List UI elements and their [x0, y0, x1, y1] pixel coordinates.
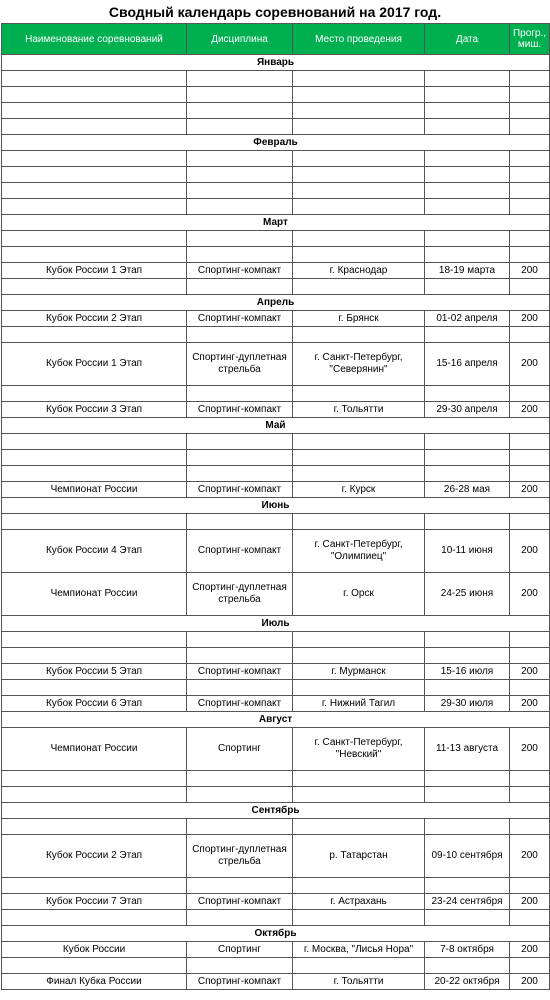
month-label: Июль [2, 616, 550, 632]
empty-cell [425, 103, 510, 119]
empty-row [2, 514, 550, 530]
cell-venue: г. Астрахань [293, 894, 425, 910]
cell-name: Финал Кубка России [2, 974, 187, 990]
empty-cell [293, 910, 425, 926]
empty-cell [2, 279, 187, 295]
empty-cell [293, 819, 425, 835]
month-label: Май [2, 418, 550, 434]
cell-program: 200 [510, 696, 550, 712]
empty-cell [293, 450, 425, 466]
empty-cell [425, 450, 510, 466]
cell-date: 7-8 октября [425, 942, 510, 958]
empty-row [2, 231, 550, 247]
empty-cell [293, 771, 425, 787]
empty-cell [293, 71, 425, 87]
table-row [2, 343, 550, 386]
cell-program: 200 [510, 942, 550, 958]
empty-row [2, 787, 550, 803]
empty-cell [510, 231, 550, 247]
empty-cell [510, 787, 550, 803]
empty-cell [187, 771, 293, 787]
cell-program: 200 [510, 728, 550, 771]
empty-cell [293, 632, 425, 648]
empty-cell [425, 632, 510, 648]
cell-discipline: Спортинг-дуплетная стрельба [187, 573, 293, 616]
empty-cell [2, 514, 187, 530]
empty-cell [425, 386, 510, 402]
empty-cell [425, 910, 510, 926]
empty-cell [187, 231, 293, 247]
empty-cell [293, 247, 425, 263]
empty-cell [187, 103, 293, 119]
empty-cell [425, 151, 510, 167]
table-row [2, 728, 550, 771]
empty-cell [293, 327, 425, 343]
cell-discipline: Спортинг-компакт [187, 530, 293, 573]
empty-cell [187, 386, 293, 402]
table-row [2, 573, 550, 616]
empty-cell [510, 910, 550, 926]
month-row [2, 803, 550, 819]
empty-row [2, 119, 550, 135]
cell-venue: г. Нижний Тагил [293, 696, 425, 712]
empty-row [2, 279, 550, 295]
empty-row [2, 680, 550, 696]
cell-venue: р. Татарстан [293, 835, 425, 878]
empty-cell [2, 632, 187, 648]
cell-name: Кубок России 7 Этап [2, 894, 187, 910]
empty-cell [425, 771, 510, 787]
empty-cell [510, 199, 550, 215]
cell-date: 18-19 марта [425, 263, 510, 279]
cell-discipline: Спортинг-компакт [187, 664, 293, 680]
empty-cell [425, 819, 510, 835]
empty-row [2, 87, 550, 103]
cell-date: 26-28 мая [425, 482, 510, 498]
empty-cell [2, 878, 187, 894]
empty-cell [510, 87, 550, 103]
empty-cell [2, 386, 187, 402]
empty-row [2, 819, 550, 835]
empty-cell [2, 648, 187, 664]
empty-cell [187, 450, 293, 466]
empty-cell [510, 958, 550, 974]
cell-venue: г. Курск [293, 482, 425, 498]
header-venue: Место проведения [293, 24, 425, 55]
cell-venue: г. Тольятти [293, 974, 425, 990]
cell-discipline: Спортинг [187, 942, 293, 958]
cell-discipline: Спортинг-дуплетная стрельба [187, 835, 293, 878]
empty-row [2, 648, 550, 664]
empty-cell [293, 648, 425, 664]
empty-row [2, 327, 550, 343]
empty-cell [187, 632, 293, 648]
empty-cell [2, 199, 187, 215]
empty-cell [187, 466, 293, 482]
empty-cell [510, 151, 550, 167]
cell-discipline: Спортинг-компакт [187, 311, 293, 327]
empty-row [2, 910, 550, 926]
empty-cell [425, 466, 510, 482]
empty-cell [2, 87, 187, 103]
empty-cell [293, 199, 425, 215]
cell-program: 200 [510, 263, 550, 279]
empty-cell [2, 71, 187, 87]
header-program: Прогр., миш. [510, 24, 550, 55]
header-name: Наименование соревнований [2, 24, 187, 55]
empty-cell [187, 87, 293, 103]
table-row [2, 942, 550, 958]
cell-discipline: Спортинг-дуплетная стрельба [187, 343, 293, 386]
empty-cell [187, 167, 293, 183]
empty-cell [510, 279, 550, 295]
empty-cell [293, 386, 425, 402]
empty-cell [293, 167, 425, 183]
empty-cell [187, 787, 293, 803]
empty-cell [2, 910, 187, 926]
cell-date: 01-02 апреля [425, 311, 510, 327]
empty-cell [293, 514, 425, 530]
empty-cell [293, 231, 425, 247]
cell-venue: г. Брянск [293, 311, 425, 327]
empty-cell [425, 327, 510, 343]
empty-cell [2, 450, 187, 466]
table-row [2, 696, 550, 712]
cell-venue: г. Мурманск [293, 664, 425, 680]
table-row [2, 894, 550, 910]
table-row [2, 402, 550, 418]
month-label: Октябрь [2, 926, 550, 942]
empty-cell [293, 103, 425, 119]
cell-venue: г. Санкт-Петербург, "Северянин" [293, 343, 425, 386]
month-label: Июнь [2, 498, 550, 514]
table-row [2, 835, 550, 878]
cell-program: 200 [510, 573, 550, 616]
cell-venue: г. Москва, "Лисья Нора" [293, 942, 425, 958]
empty-cell [187, 680, 293, 696]
empty-cell [293, 279, 425, 295]
empty-row [2, 434, 550, 450]
cell-name: Чемпионат России [2, 573, 187, 616]
competition-calendar-table [1, 23, 550, 990]
empty-cell [510, 514, 550, 530]
month-row [2, 498, 550, 514]
empty-cell [425, 648, 510, 664]
empty-cell [510, 434, 550, 450]
cell-name: Чемпионат России [2, 482, 187, 498]
cell-program: 200 [510, 664, 550, 680]
empty-cell [425, 247, 510, 263]
empty-cell [2, 183, 187, 199]
table-row [2, 311, 550, 327]
empty-cell [293, 878, 425, 894]
empty-cell [2, 103, 187, 119]
empty-cell [425, 231, 510, 247]
empty-cell [425, 958, 510, 974]
empty-cell [187, 71, 293, 87]
empty-row [2, 151, 550, 167]
table-row [2, 482, 550, 498]
cell-name: Кубок России 2 Этап [2, 835, 187, 878]
empty-cell [425, 878, 510, 894]
cell-venue: г. Орск [293, 573, 425, 616]
table-row [2, 974, 550, 990]
cell-date: 23-24 сентября [425, 894, 510, 910]
cell-program: 200 [510, 482, 550, 498]
empty-cell [510, 103, 550, 119]
empty-cell [425, 199, 510, 215]
month-row [2, 418, 550, 434]
table-row [2, 530, 550, 573]
cell-date: 15-16 июля [425, 664, 510, 680]
cell-name: Кубок России [2, 942, 187, 958]
cell-name: Кубок России 5 Этап [2, 664, 187, 680]
empty-cell [510, 386, 550, 402]
cell-venue: г. Санкт-Петербург, "Олимпиец" [293, 530, 425, 573]
empty-cell [510, 466, 550, 482]
empty-cell [510, 648, 550, 664]
empty-cell [293, 183, 425, 199]
cell-discipline: Спортинг-компакт [187, 263, 293, 279]
empty-cell [2, 327, 187, 343]
table-header-row [2, 24, 550, 55]
empty-cell [425, 434, 510, 450]
empty-cell [187, 958, 293, 974]
cell-date: 29-30 апреля [425, 402, 510, 418]
cell-name: Чемпионат России [2, 728, 187, 771]
cell-discipline: Спортинг-компакт [187, 974, 293, 990]
empty-row [2, 199, 550, 215]
empty-cell [510, 771, 550, 787]
month-row [2, 55, 550, 71]
cell-venue: г. Краснодар [293, 263, 425, 279]
empty-cell [425, 71, 510, 87]
empty-cell [187, 648, 293, 664]
empty-cell [510, 450, 550, 466]
empty-cell [425, 787, 510, 803]
cell-program: 200 [510, 835, 550, 878]
empty-cell [293, 434, 425, 450]
empty-cell [425, 279, 510, 295]
page-title: Сводный календарь соревнований на 2017 год. [108, 4, 442, 20]
empty-row [2, 958, 550, 974]
empty-cell [425, 680, 510, 696]
empty-cell [2, 119, 187, 135]
cell-discipline: Спортинг-компакт [187, 894, 293, 910]
empty-cell [293, 787, 425, 803]
empty-cell [2, 958, 187, 974]
table-row [2, 263, 550, 279]
cell-program: 200 [510, 311, 550, 327]
empty-cell [2, 151, 187, 167]
empty-cell [2, 231, 187, 247]
month-label: Март [2, 215, 550, 231]
empty-row [2, 183, 550, 199]
month-row [2, 215, 550, 231]
empty-cell [425, 514, 510, 530]
empty-cell [187, 247, 293, 263]
empty-row [2, 167, 550, 183]
empty-cell [2, 680, 187, 696]
header-date: Дата [425, 24, 510, 55]
month-label: Август [2, 712, 550, 728]
empty-cell [187, 151, 293, 167]
empty-cell [2, 787, 187, 803]
empty-row [2, 386, 550, 402]
month-label: Январь [2, 55, 550, 71]
month-row [2, 616, 550, 632]
cell-date: 15-16 апреля [425, 343, 510, 386]
empty-cell [425, 87, 510, 103]
empty-cell [510, 819, 550, 835]
cell-discipline: Спортинг-компакт [187, 402, 293, 418]
empty-cell [187, 199, 293, 215]
empty-cell [187, 279, 293, 295]
empty-cell [187, 183, 293, 199]
empty-cell [293, 958, 425, 974]
cell-date: 24-25 июня [425, 573, 510, 616]
empty-cell [2, 167, 187, 183]
empty-cell [510, 71, 550, 87]
cell-date: 10-11 июня [425, 530, 510, 573]
cell-program: 200 [510, 402, 550, 418]
empty-row [2, 103, 550, 119]
month-row [2, 135, 550, 151]
header-discipline: Дисциплина [187, 24, 293, 55]
empty-cell [425, 119, 510, 135]
cell-name: Кубок России 3 Этап [2, 402, 187, 418]
cell-name: Кубок России 1 Этап [2, 263, 187, 279]
table-row [2, 664, 550, 680]
cell-name: Кубок России 2 Этап [2, 311, 187, 327]
empty-cell [293, 680, 425, 696]
empty-row [2, 771, 550, 787]
cell-name: Кубок России 4 Этап [2, 530, 187, 573]
empty-cell [2, 434, 187, 450]
empty-cell [510, 878, 550, 894]
month-row [2, 295, 550, 311]
empty-row [2, 878, 550, 894]
empty-cell [2, 247, 187, 263]
empty-cell [187, 434, 293, 450]
empty-cell [425, 183, 510, 199]
cell-venue: г. Тольятти [293, 402, 425, 418]
empty-cell [510, 680, 550, 696]
cell-discipline: Спортинг [187, 728, 293, 771]
month-label: Сентябрь [2, 803, 550, 819]
empty-cell [510, 183, 550, 199]
cell-date: 29-30 июля [425, 696, 510, 712]
empty-cell [187, 910, 293, 926]
empty-cell [2, 466, 187, 482]
empty-cell [425, 167, 510, 183]
empty-cell [293, 151, 425, 167]
empty-row [2, 71, 550, 87]
empty-row [2, 466, 550, 482]
cell-date: 20-22 октября [425, 974, 510, 990]
empty-row [2, 450, 550, 466]
month-row [2, 926, 550, 942]
empty-cell [293, 87, 425, 103]
empty-cell [187, 514, 293, 530]
empty-cell [510, 327, 550, 343]
cell-venue: г. Санкт-Петербург, "Невский" [293, 728, 425, 771]
empty-cell [187, 327, 293, 343]
cell-name: Кубок России 1 Этап [2, 343, 187, 386]
cell-program: 200 [510, 894, 550, 910]
empty-cell [510, 119, 550, 135]
empty-cell [510, 167, 550, 183]
cell-date: 11-13 августа [425, 728, 510, 771]
cell-discipline: Спортинг-компакт [187, 482, 293, 498]
empty-cell [293, 119, 425, 135]
empty-cell [293, 466, 425, 482]
empty-cell [2, 771, 187, 787]
month-label: Февраль [2, 135, 550, 151]
cell-program: 200 [510, 974, 550, 990]
empty-cell [187, 819, 293, 835]
empty-cell [187, 878, 293, 894]
cell-name: Кубок России 6 Этап [2, 696, 187, 712]
cell-program: 200 [510, 530, 550, 573]
month-label: Апрель [2, 295, 550, 311]
cell-date: 09-10 сентября [425, 835, 510, 878]
empty-cell [187, 119, 293, 135]
cell-discipline: Спортинг-компакт [187, 696, 293, 712]
month-row [2, 712, 550, 728]
empty-row [2, 247, 550, 263]
empty-cell [510, 247, 550, 263]
empty-cell [510, 632, 550, 648]
empty-cell [2, 819, 187, 835]
cell-program: 200 [510, 343, 550, 386]
empty-row [2, 632, 550, 648]
